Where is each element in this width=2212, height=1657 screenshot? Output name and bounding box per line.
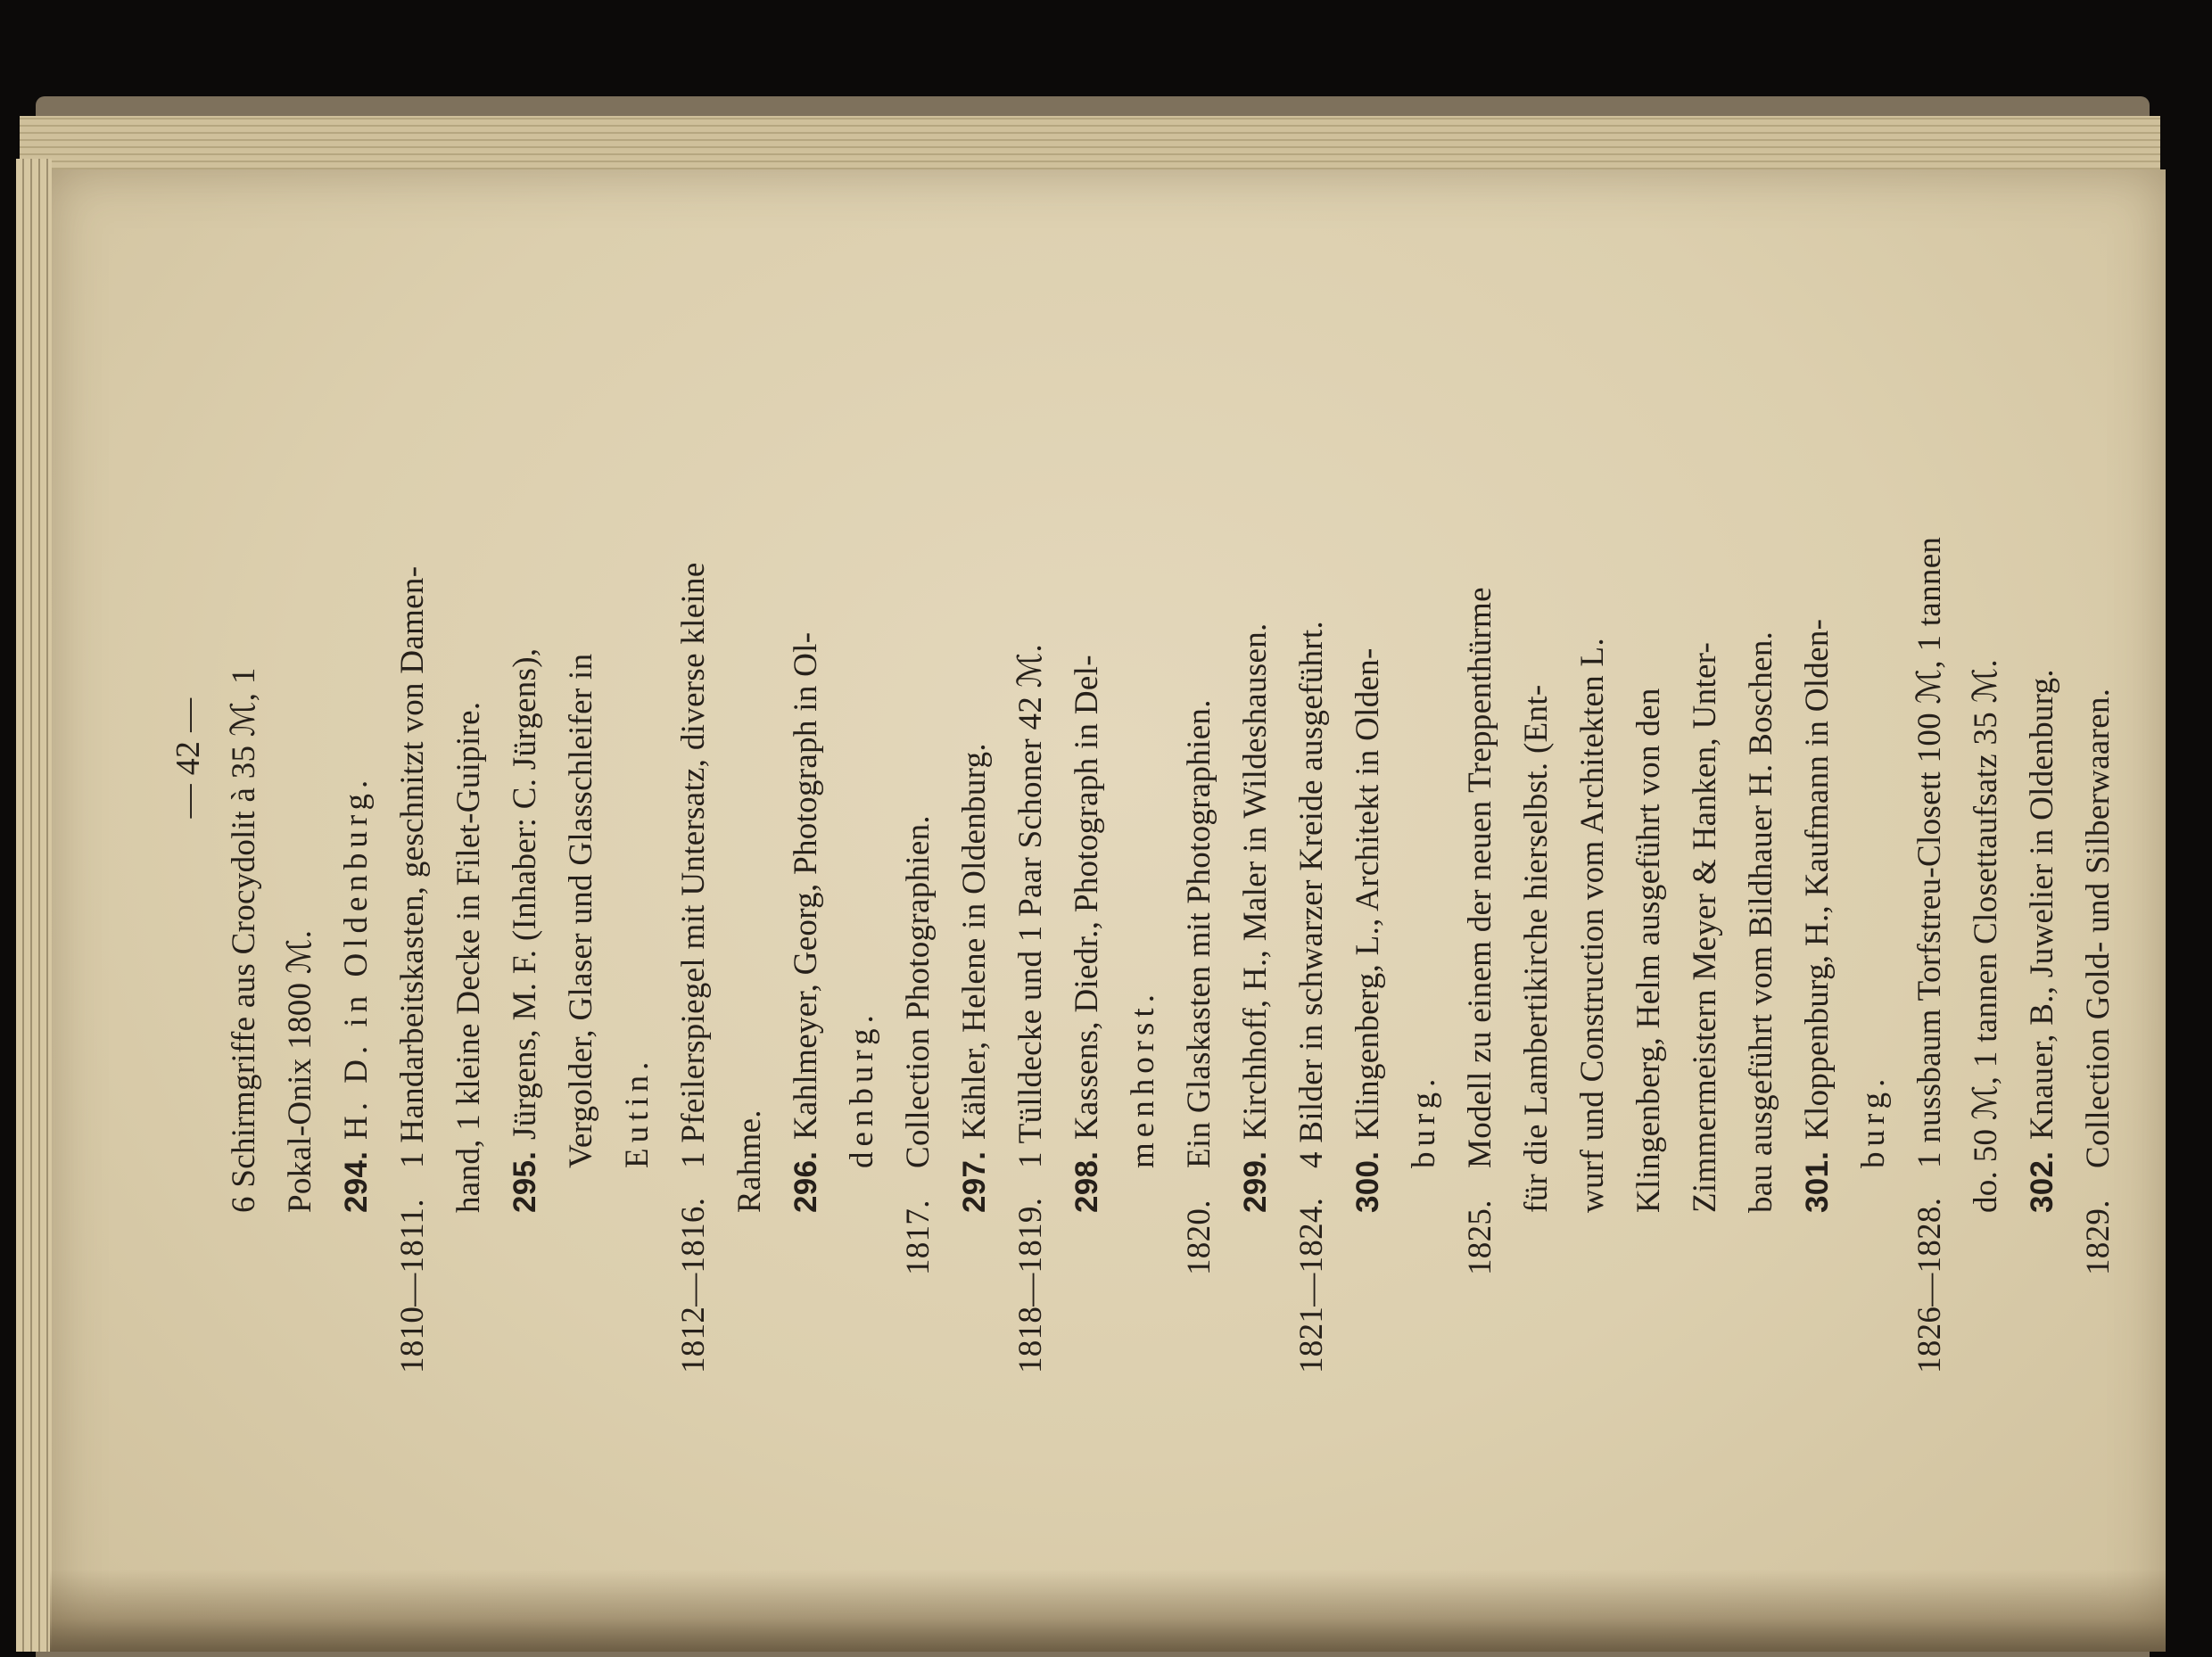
exhibitor-number: 301.	[1800, 1150, 1835, 1213]
entry-line: Zimmermeistern Meyer & Hanken, Unter-	[1687, 641, 1723, 1213]
entry-line: Collection Photographien.	[900, 815, 937, 1168]
entry-line: Rahme.	[731, 1109, 768, 1213]
catalogue-number: 1826—1828.	[1911, 1197, 1948, 1373]
page-number: — 42 —	[169, 697, 207, 819]
entry-line: Collection Gold- und Silberwaaren.	[2080, 688, 2117, 1168]
exhibitor-name: Kirchhoff, H., Maler in Wildeshausen.	[1237, 622, 1274, 1140]
exhibitor-number: 296.	[788, 1150, 823, 1213]
entry-line: hand, 1 kleine Decke in Filet-Guipire.	[450, 701, 487, 1213]
catalogue-number: 1829.	[2080, 1199, 2117, 1275]
entry-line: 4 Bilder in schwarzer Kreide ausgeführt.	[1293, 620, 1330, 1168]
exhibitor-number: 298.	[1069, 1150, 1104, 1213]
exhibitor-name: Kähler, Helene in Oldenburg.	[956, 743, 993, 1140]
page-edges	[16, 159, 52, 1652]
entry-line: burg.	[1855, 1073, 1892, 1168]
entry-line: bau ausgeführt vom Bildhauer H. Boschen.	[1743, 631, 1779, 1213]
entry-line: 1 nussbaum Torfstreu-Closett 100 ℳ, 1 tannen	[1911, 536, 1948, 1168]
exhibitor-number: 294.	[339, 1150, 374, 1213]
entry-line: Ein Glaskasten mit Photographien.	[1181, 699, 1217, 1168]
catalogue-number: 1818—1819.	[1012, 1197, 1049, 1373]
entry-line: für die Lambertikirche hierselbst. (Ent-	[1518, 684, 1555, 1213]
exhibitor-number: 299.	[1238, 1150, 1273, 1213]
entry-line: burg.	[1406, 1073, 1442, 1168]
entry-line: Klingenberg, Helm ausgeführt von den	[1630, 688, 1667, 1213]
entry-line: Modell zu einem der neuen Treppenthürme	[1462, 587, 1498, 1168]
exhibitor-number: 295.	[508, 1150, 542, 1213]
exhibitor-name: Jürgens, M. F. (Inhaber: C. Jürgens),	[507, 647, 543, 1140]
entry-line: wurf und Construction vom Architekten L.	[1574, 637, 1611, 1213]
book-gutter	[50, 1570, 2166, 1652]
catalogue-number: 1825.	[1462, 1199, 1498, 1275]
exhibitor-name: Kahlmeyer, Georg, Photograph in Ol-	[788, 631, 824, 1140]
entry-line: 1 Handarbeitskasten, geschnitzt von Damen-	[394, 565, 431, 1168]
catalogue-number: 1812—1816.	[675, 1197, 712, 1373]
exhibitor-name: Kloppenburg, H., Kaufmann in Olden-	[1799, 618, 1836, 1140]
entry-line: Eutin.	[619, 1056, 656, 1168]
entry-line: menhorst.	[1125, 989, 1161, 1168]
exhibitor-name: Knauer, B., Juwelier in Oldenburg.	[2024, 669, 2060, 1140]
entry-line: do. 50 ℳ, 1 tannen Closettaufsatz 35 ℳ.	[1968, 658, 2004, 1213]
entry-line: Vergolder, Glaser und Glasschleifer in	[563, 653, 599, 1168]
entry-line: denburg.	[844, 1010, 880, 1168]
catalogue-number: 1820.	[1181, 1199, 1217, 1275]
catalogue-number: 1817.	[900, 1199, 937, 1275]
page-text	[161, 143, 2135, 1373]
entry-line: 1 Tülldecke und 1 Paar Schoner 42 ℳ.	[1012, 643, 1049, 1168]
entry-line: Pokal-Onix 1800 ℳ.	[282, 929, 318, 1213]
exhibitor-name: Klingenberg, L., Architekt in Olden-	[1349, 647, 1386, 1140]
exhibitor-number: 297.	[957, 1150, 992, 1213]
exhibitor-name: Kassens, Diedr., Photograph in Del-	[1069, 655, 1105, 1140]
entry-line: 1 Pfeilerspiegel mit Untersatz, diverse kleine	[675, 562, 712, 1168]
exhibitor-number: 300.	[1350, 1150, 1385, 1213]
exhibitor-name: H. D. in Oldenburg.	[338, 774, 375, 1140]
catalogue-number: 1810—1811.	[394, 1199, 431, 1373]
entry-line: 6 Schirmgriffe aus Crocydolit à 35 ℳ, 1	[226, 667, 262, 1213]
catalogue-number: 1821—1824.	[1293, 1197, 1330, 1373]
exhibitor-number: 302.	[2025, 1150, 2059, 1213]
